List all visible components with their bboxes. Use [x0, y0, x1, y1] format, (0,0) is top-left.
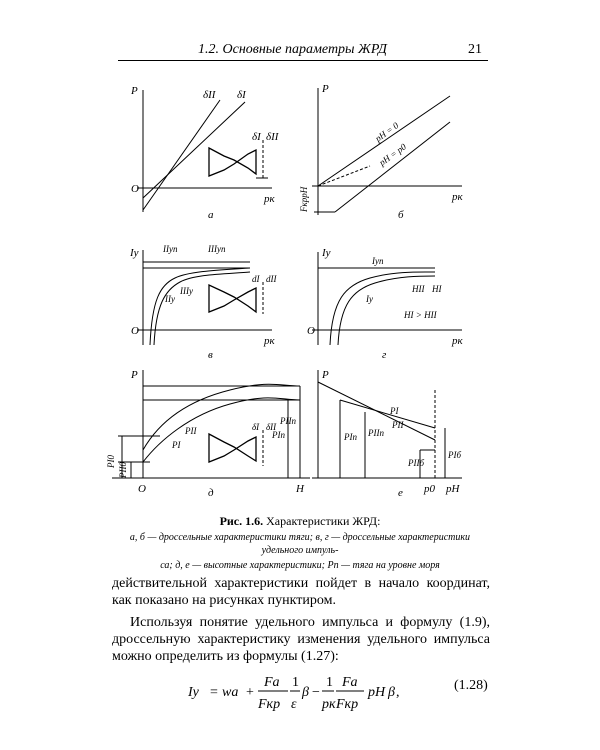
- panel-d-value-P02: PII0: [118, 462, 128, 478]
- panel-b-y-label: P: [322, 83, 329, 95]
- panel-e: [312, 370, 462, 478]
- svg-text:,: ,: [396, 685, 400, 700]
- caption-desc-2: са; д, е — высотные характеристики; Pп — тяга на уровне моря: [160, 560, 440, 571]
- panel-g-curve-1: [330, 272, 435, 345]
- panel-g-origin: O: [307, 325, 315, 337]
- panel-v-curve-1: [150, 268, 250, 345]
- panel-g-curve-label-3: HI: [432, 284, 442, 294]
- eq-one: 1: [292, 675, 299, 690]
- panel-e-tag: е: [398, 487, 403, 499]
- caption-label: Рис. 1.6.: [219, 514, 264, 528]
- panel-e-value-3: PIIб: [408, 458, 425, 468]
- panel-v-curve-label-2: IIIуп: [208, 244, 226, 254]
- panel-e-curve-label-2: PII: [392, 420, 404, 430]
- panel-v-curve-label-4: IIу: [165, 294, 175, 304]
- eq-wa: wа: [222, 685, 239, 700]
- panel-v-x-label: pк: [264, 335, 275, 347]
- panel-d-tag: д: [208, 487, 214, 499]
- paragraph-1: действительной характеристики пойдет в начало координат, как показано на рисунках пунктиром.: [112, 576, 490, 608]
- eq-beta: β: [302, 685, 309, 700]
- panel-v-curve-label-1: IIуп: [163, 244, 178, 254]
- figure-caption: [112, 514, 488, 572]
- page-number: 21: [468, 42, 482, 57]
- panel-d-value-Pp2: PIIп: [280, 416, 296, 426]
- panel-a-curve-delta1: [143, 102, 245, 198]
- panel-b-x-label: pк: [452, 191, 463, 203]
- panel-v-curve-2: [154, 272, 250, 345]
- panel-e-x-tick-2: pН: [446, 483, 460, 495]
- panel-e-x-tick-1: p0: [424, 483, 435, 495]
- eq-pH: pН: [368, 685, 386, 700]
- panel-g-curve-label-4: Iу: [366, 294, 373, 304]
- panel-d-x-label: H: [296, 483, 304, 495]
- panel-a-origin: O: [131, 183, 139, 195]
- eq-eps: ε: [291, 697, 297, 712]
- eq-beta-2: β: [388, 685, 395, 700]
- panel-g-x-label: pк: [452, 335, 463, 347]
- panel-e-value-2: PIIп: [368, 428, 384, 438]
- panel-g-tag: г: [382, 349, 387, 361]
- eq-Fa: Fа: [264, 675, 280, 690]
- panel-b-y-neg-label: FкрpН: [299, 186, 309, 212]
- panel-v-nozzle-label-2: dII: [266, 274, 277, 284]
- panel-e-value-1: PIп: [344, 432, 357, 442]
- panel-e-curve-label-1: PI: [390, 406, 399, 416]
- panel-g-y-label: Iу: [322, 247, 331, 259]
- panel-d-curve-label-2: PII: [185, 426, 197, 436]
- panel-g: [312, 252, 462, 345]
- panel-d-value-Pp1: PIп: [272, 430, 285, 440]
- eq-equals: =: [210, 685, 218, 700]
- panel-e-y-label: P: [322, 369, 329, 381]
- panel-a-nozzle-label-2: δII: [266, 131, 279, 143]
- caption-title: [112, 514, 488, 529]
- panel-d-value-P01: PI0: [106, 455, 116, 468]
- panel-v-curve-label-3: IIIу: [180, 286, 193, 296]
- caption-desc-1: а, б — дроссельные характеристики тяги; в, г — дроссельные характеристики удельного импуль-: [129, 532, 471, 556]
- panel-e-value-4: PIб: [448, 450, 462, 460]
- svg-text:+: +: [246, 685, 254, 700]
- header-rule: [118, 60, 488, 61]
- panel-b-tag: б: [398, 209, 404, 221]
- header-title: 1.2. Основные параметры ЖРД: [198, 42, 387, 57]
- panel-a-tag: а: [208, 209, 214, 221]
- eq-Fkr: Fкр: [258, 697, 281, 712]
- nozzle-icon: [209, 430, 263, 466]
- panel-b-line-pH0: [318, 96, 450, 186]
- panel-v-tag: в: [208, 349, 213, 361]
- equation-1-28: [0, 662, 600, 712]
- eq-Fa-2: Fа: [342, 675, 358, 690]
- eq-Fkr-2: Fкр: [336, 697, 359, 712]
- figure-1-6: [0, 62, 600, 502]
- panel-d-nozzle-label-2: δII: [266, 422, 277, 432]
- panel-a-y-label: P: [131, 85, 138, 97]
- panel-b-line-label-2: pН = p0: [377, 141, 408, 168]
- panel-b-line-label-1: pН = 0: [373, 120, 401, 144]
- panel-g-curve-label-1: Iуп: [372, 256, 384, 266]
- panel-d-origin: O: [138, 483, 146, 495]
- nozzle-icon: [209, 140, 268, 178]
- panel-e-line-PII: [340, 400, 435, 428]
- panel-d-curve-label-1: PI: [172, 440, 181, 450]
- paragraph-2: Используя понятие удельного импульса и формулу (1.9), дроссельную характеристику изменения удельного импульса можно определить из формулы (1.27):: [112, 615, 490, 664]
- panel-v-nozzle-label-1: dI: [252, 274, 260, 284]
- eq-one-2: 1: [326, 675, 333, 690]
- panel-v-y-label: Iу: [130, 247, 139, 259]
- panel-a-curve-label-2: δI: [237, 89, 246, 101]
- panel-d-nozzle-label-1: δI: [252, 422, 260, 432]
- panel-v: [137, 250, 272, 345]
- panel-v-origin: O: [131, 325, 139, 337]
- nozzle-icon: [209, 282, 263, 314]
- equation-number: (1.28): [454, 678, 488, 693]
- panel-d-y-label: P: [131, 369, 138, 381]
- caption-title-text: Характеристики ЖРД:: [266, 514, 381, 528]
- panel-a-nozzle-label-1: δI: [252, 131, 261, 143]
- panel-a-x-label: pк: [264, 193, 275, 205]
- panel-g-note: HI > HII: [404, 310, 437, 320]
- panel-g-curve-label-2: HII: [412, 284, 425, 294]
- panel-b-dashed: [318, 166, 370, 186]
- running-header: [0, 40, 600, 60]
- panel-a-curve-label-1: δII: [203, 89, 216, 101]
- eq-pk: pк: [322, 697, 336, 712]
- eq-lhs: Iу: [188, 685, 199, 700]
- panel-a: [137, 90, 272, 212]
- svg-text:−: −: [312, 685, 320, 700]
